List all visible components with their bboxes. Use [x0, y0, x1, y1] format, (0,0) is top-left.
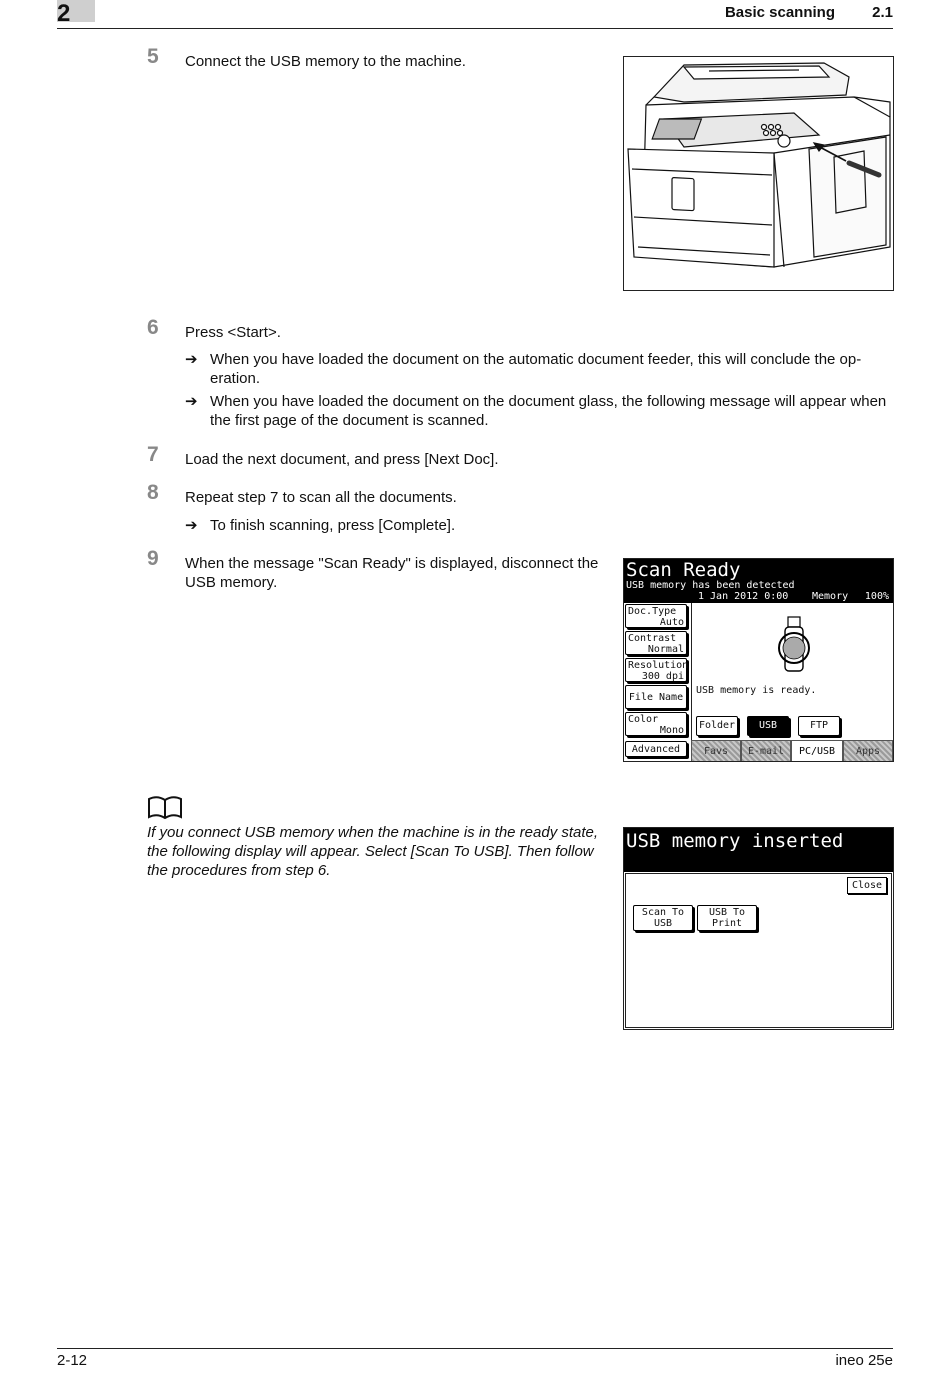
page-number: 2-12 [57, 1352, 88, 1369]
book-icon [147, 795, 183, 821]
note-text: If you connect USB memory when the machine is in the ready state, the following display will appear. Select [Scan To USB]. Then follow the procedures from step 6. [147, 824, 599, 879]
screen-header [624, 828, 893, 872]
step-6-number: 6 [147, 316, 159, 339]
button-label: Color [628, 714, 659, 725]
tab-favs[interactable]: Favs [691, 740, 741, 762]
step-6-substep-b [185, 392, 895, 430]
options-panel [625, 873, 892, 1028]
step-9-number: 9 [147, 547, 159, 570]
step-7-number: 7 [147, 443, 159, 466]
arrow-icon: ➔ [185, 517, 198, 534]
date-time: 1 Jan 2012 0:00 [698, 591, 789, 602]
step-8-substep-a [185, 516, 895, 535]
screen-header [624, 559, 893, 603]
tab-apps[interactable]: Apps [843, 740, 893, 762]
button-label: USB [653, 918, 673, 929]
usb-button[interactable]: USB [747, 716, 789, 736]
ready-message: USB memory is ready. [696, 685, 817, 696]
button-value: Mono [659, 725, 684, 736]
scan-to-usb-button[interactable] [633, 905, 693, 931]
button-label: Advanced [631, 744, 681, 755]
button-label: Contrast [628, 633, 677, 644]
step-6-substep-a [185, 350, 895, 388]
doc-type-button[interactable] [625, 604, 687, 628]
advanced-button[interactable] [625, 741, 687, 757]
step-7-text: Load the next document, and press [Next Doc]. [185, 451, 499, 468]
mode-tabs [691, 740, 894, 762]
substep-text: When you have loaded the document on the automatic document feeder, this will conclude the op-eration. [210, 351, 862, 387]
color-button[interactable] [625, 712, 687, 736]
substep-text: To finish scanning, press [Complete]. [210, 517, 456, 534]
step-9-text: When the message "Scan Ready" is displayed, disconnect the USB memory. [185, 555, 599, 591]
resolution-button[interactable] [625, 658, 687, 682]
memory-value: 100% [864, 591, 889, 602]
button-value: 300 dpi [641, 671, 684, 682]
button-label: Doc.Type [628, 606, 677, 617]
contrast-button[interactable] [625, 631, 687, 655]
step-5-number: 5 [147, 45, 159, 68]
screen-title: USB memory inserted [626, 830, 844, 852]
button-label: File Name [628, 692, 684, 703]
button-label: Scan To [641, 907, 685, 918]
button-value: Normal [647, 644, 684, 655]
main-display-area [691, 603, 893, 740]
step-8-text: Repeat step 7 to scan all the documents. [185, 489, 457, 506]
tab-pc-usb[interactable]: PC/USB [791, 740, 843, 762]
header-section: 2.1 [872, 4, 893, 21]
usb-to-print-button[interactable] [697, 905, 757, 931]
scan-ready-screen [623, 558, 894, 762]
usb-stick-icon [776, 615, 812, 677]
memory-label: Memory [812, 591, 849, 602]
step-8-number: 8 [147, 481, 159, 504]
arrow-icon: ➔ [185, 351, 198, 368]
button-value: Auto [659, 617, 684, 628]
footer-rule [57, 1348, 893, 1349]
arrow-icon: ➔ [185, 393, 198, 410]
close-button[interactable]: Close [847, 877, 887, 894]
screen-title: Scan Ready [626, 559, 741, 581]
tab-email[interactable]: E-mail [741, 740, 791, 762]
header-rule [57, 28, 893, 29]
folder-button[interactable]: Folder [696, 716, 738, 736]
substep-text: When you have loaded the document on the document glass, the following message will appear when the first page of the document is scanned. [210, 393, 887, 429]
usb-inserted-screen [623, 827, 894, 1030]
button-label: Print [711, 918, 743, 929]
step-5-text: Connect the USB memory to the machine. [185, 53, 466, 70]
file-name-button[interactable] [625, 685, 687, 709]
ftp-button[interactable]: FTP [798, 716, 840, 736]
step-6-text: Press <Start>. [185, 324, 281, 341]
status-line: USB memory has been detected [626, 580, 795, 591]
header-title: Basic scanning [724, 4, 835, 21]
product-name: ineo 25e [835, 1352, 893, 1369]
button-label: Resolution [628, 660, 689, 671]
button-label: USB To [708, 907, 746, 918]
chapter-number: 2 [57, 0, 71, 27]
machine-illustration [623, 56, 894, 291]
